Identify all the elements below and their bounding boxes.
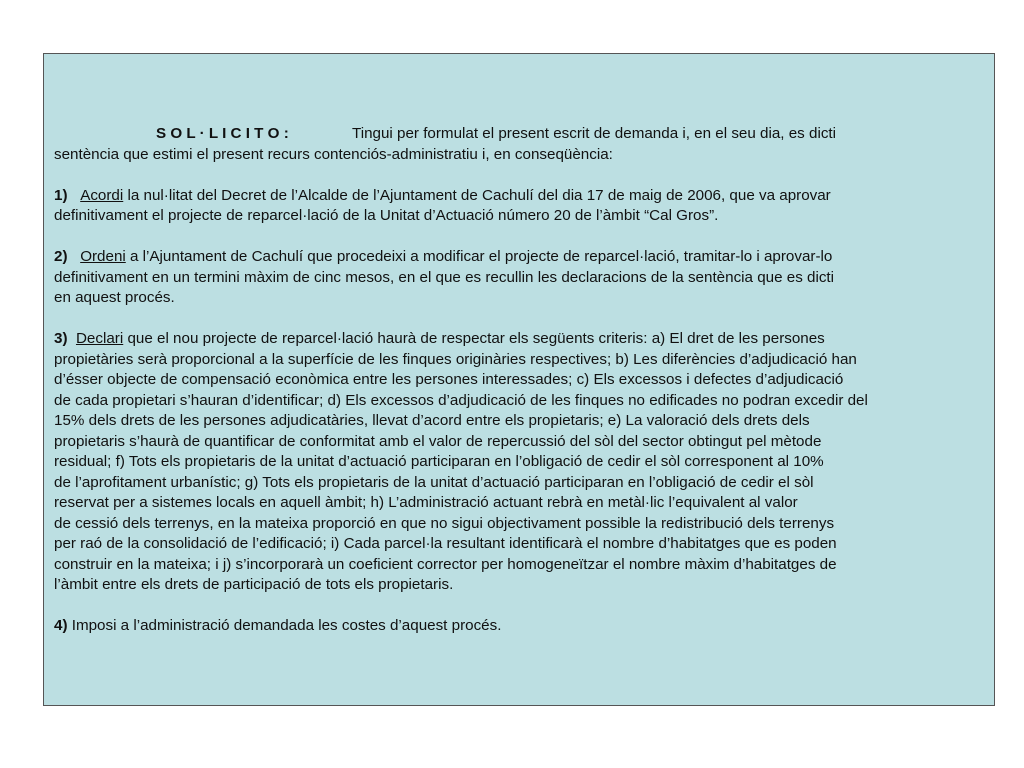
item-3-line-12: construir en la mateixa; i j) s’incorporarà un coeficient corrector per homogeneïtzar el nombre màxim d’habitatges de [54, 555, 837, 573]
item-3-line-8: de l’aprofitament urbanístic; g) Tots els propietaris de la unitat d’actuació participaran en l’obligació de cedir el sòl [54, 473, 814, 491]
request-text [54, 124, 989, 637]
item-4-first-text: Imposi a l’administració demandada les costes d’aquest procés. [67, 617, 502, 634]
item-3-line-5: 15% dels drets de les persones adjudicatàries, llevat d’acord entre els propietaris; e) La valoració dels drets dels [54, 412, 810, 429]
item-1-keyword: Acordi [80, 186, 124, 204]
item-4-number: 4) [54, 617, 68, 634]
paragraph-gap [54, 227, 989, 248]
item-2-keyword: Ordeni [80, 248, 126, 265]
request-heading: S O L · L I C I T O : [156, 125, 289, 142]
intro-text-1: Tingui per formulat el present escrit de demanda i, en el seu dia, es dicti [352, 125, 837, 142]
item-3-line-6: propietaris s’haurà de quantificar de conformitat amb el valor de repercussió del sòl del sector obtingut pel mètode [54, 432, 822, 450]
item-3-line-9: reservat per a sistemes locals en aquell àmbit; h) L’administració actuant rebrà en metàl·lic l’equivalent al valor [54, 494, 798, 511]
item-3-number: 3) [54, 330, 68, 347]
text-panel [43, 53, 995, 706]
item-3-line-10: de cessió dels terrenys, en la mateixa proporció en que no sigui objectivament possible la redistribució dels terrenys [54, 514, 835, 532]
item-2-line-2: definitivament en un termini màxim de cinc mesos, en el que es recullin les declaracions de la sentència que es dicti [54, 268, 835, 286]
item-4-line-1 [54, 616, 989, 637]
paragraph-gap [54, 165, 989, 186]
paragraph-gap [54, 596, 989, 617]
item-2-line-1 [54, 247, 989, 268]
item-3-line-13: l’àmbit entre els drets de participació de tots els propietaris. [54, 576, 454, 593]
paragraph-gap [54, 309, 989, 330]
item-3-line-11: per raó de la consolidació de l’edificació; i) Cada parcel·la resultant identificarà el nombre d’habitatges que es poden [54, 535, 837, 552]
item-3-keyword: Declari [75, 330, 124, 347]
item-3-line-7: residual; f) Tots els propietaris de la unitat d’actuació participaran en l’obligació de cedir el sòl corresponent al 10% [54, 453, 824, 470]
item-1-line-2: definitivament el projecte de reparcel·lació de la Unitat d’Actuació número 20 de l’àmbit “Cal Gros”. [54, 207, 719, 224]
item-3-line-3: d’ésser objecte de compensació econòmica entre les persones interessades; c) Els excessos i defectes d’adjudicació [54, 371, 844, 388]
item-1-number: 1) [54, 186, 68, 204]
intro-line-2: sentència que estimi el present recurs contenciós-administratiu i, en conseqüència: [54, 145, 613, 163]
item-2-number: 2) [54, 248, 68, 265]
item-3-first-text: que el nou projecte de reparcel·lació haurà de respectar els següents criteris: a) El dret de les persones [123, 330, 825, 347]
intro-line-1 [54, 124, 989, 145]
item-2-line-3: en aquest procés. [54, 289, 175, 306]
item-3-line-1 [54, 329, 989, 350]
item-2-first-text: a l’Ajuntament de Cachulí que procedeixi a modificar el projecte de reparcel·lació, tramitar-lo i aprovar-lo [125, 248, 833, 265]
item-1-first-text: la nul·litat del Decret de l’Alcalde de l’Ajuntament de Cachulí del dia 17 de maig de 2006, que va aprovar [123, 186, 831, 204]
item-3-line-4: de cada propietari s’hauran d’identificar; d) Els excessos d’adjudicació de les finques no edificades no podran excedir del [54, 391, 868, 409]
item-1-line-1 [54, 186, 989, 207]
item-3-line-2: propietàries serà proporcional a la superfície de les finques originàries respectives; b) Les diferències d’adjudicació han [54, 350, 857, 368]
